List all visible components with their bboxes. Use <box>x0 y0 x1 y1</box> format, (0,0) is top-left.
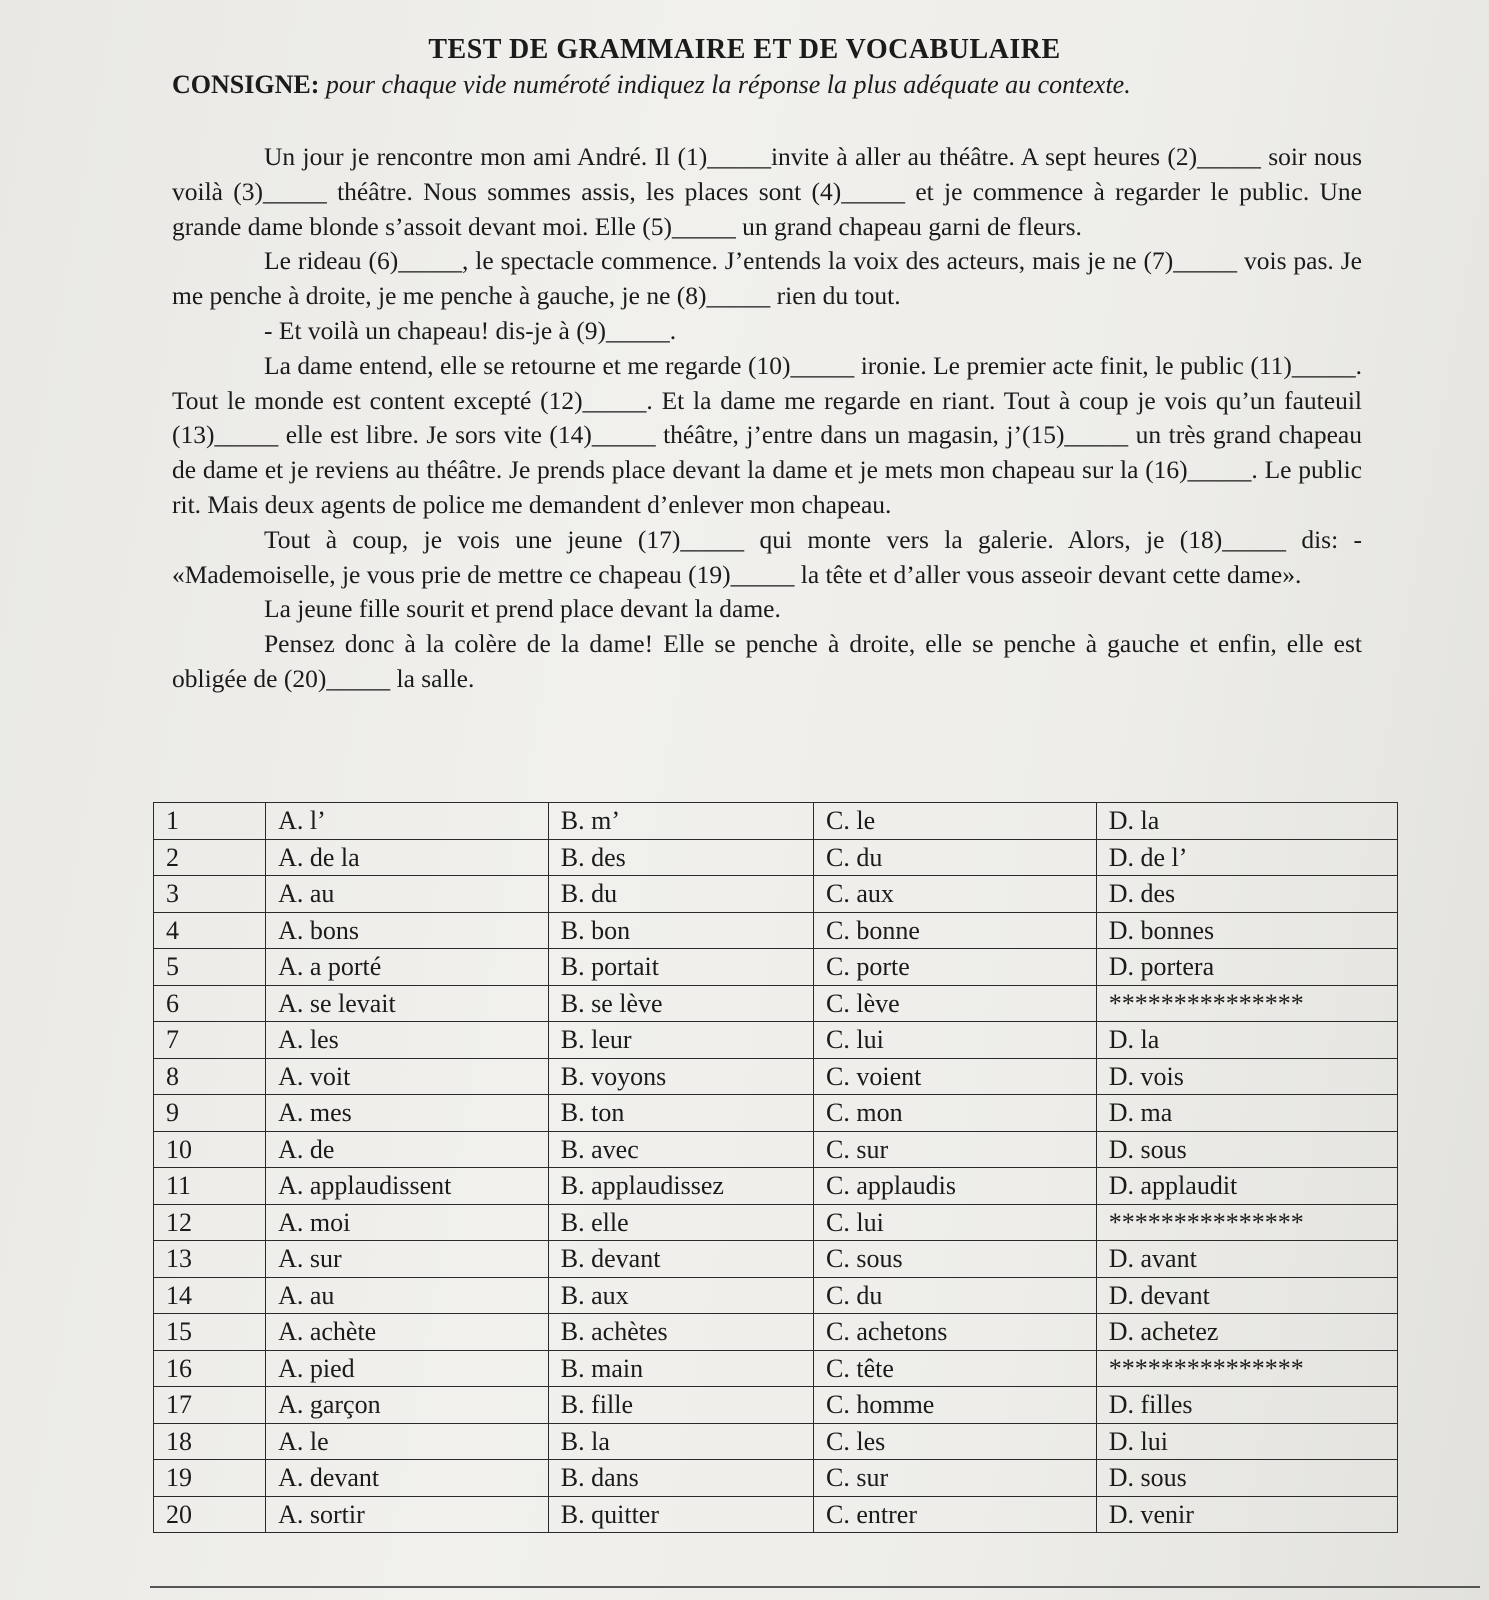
option-c-cell: C. voient <box>814 1058 1097 1095</box>
paragraph: Tout à coup, je vois une jeune (17)_____ qui monte vers la galerie. Alors, je (18)_____ dis: - «Mademoiselle, je vous prie de mettre ce chapeau (19)_____ la tête et d’aller vous asseoir devant cette dame». <box>172 524 1362 589</box>
option-c-cell: C. sur <box>814 1131 1097 1168</box>
option-b-cell: B. avec <box>548 1131 813 1168</box>
option-b-cell: B. applaudissez <box>548 1168 813 1205</box>
option-d-cell: D. la <box>1096 803 1397 840</box>
option-a-cell: A. pied <box>266 1350 549 1387</box>
option-c-cell: C. tête <box>814 1350 1097 1387</box>
option-b-cell: B. du <box>548 876 813 913</box>
option-d-cell: D. achetez <box>1096 1314 1397 1351</box>
table-row <box>154 876 1398 913</box>
option-b-cell: B. fille <box>548 1387 813 1424</box>
option-b-cell: B. se lève <box>548 985 813 1022</box>
paragraph: Pensez donc à la colère de la dame! Elle se penche à droite, elle se penche à gauche et enfin, elle est obligée de (20)_____ la salle. <box>172 629 1362 693</box>
option-c-cell: C. aux <box>814 876 1097 913</box>
option-b-cell: B. m’ <box>548 803 813 840</box>
item-number-cell: 15 <box>154 1314 266 1351</box>
option-c-cell: C. du <box>814 1277 1097 1314</box>
table-row <box>154 1095 1398 1132</box>
option-d-cell: *************** <box>1096 985 1397 1022</box>
option-d-cell: D. sous <box>1096 1131 1397 1168</box>
instruction-text: pour chaque vide numéroté indiquez la réponse la plus adéquate au contexte. <box>319 70 1131 99</box>
option-d-cell: D. venir <box>1096 1496 1397 1533</box>
item-number-cell: 2 <box>154 839 266 876</box>
option-a-cell: A. achète <box>266 1314 549 1351</box>
item-number-cell: 6 <box>154 985 266 1022</box>
option-b-cell: B. dans <box>548 1460 813 1497</box>
option-b-cell: B. achètes <box>548 1314 813 1351</box>
item-number-cell: 5 <box>154 949 266 986</box>
option-d-cell: D. vois <box>1096 1058 1397 1095</box>
option-a-cell: A. le <box>266 1423 549 1460</box>
option-d-cell: D. avant <box>1096 1241 1397 1278</box>
option-b-cell: B. devant <box>548 1241 813 1278</box>
option-b-cell: B. main <box>548 1350 813 1387</box>
option-c-cell: C. porte <box>814 949 1097 986</box>
instruction <box>172 70 1402 100</box>
item-number-cell: 9 <box>154 1095 266 1132</box>
option-b-cell: B. aux <box>548 1277 813 1314</box>
option-d-cell: D. sous <box>1096 1460 1397 1497</box>
option-b-cell: B. ton <box>548 1095 813 1132</box>
table-row <box>154 1423 1398 1460</box>
option-a-cell: A. au <box>266 876 549 913</box>
item-number-cell: 11 <box>154 1168 266 1205</box>
option-b-cell: B. elle <box>548 1204 813 1241</box>
option-d-cell: D. portera <box>1096 949 1397 986</box>
table-row <box>154 912 1398 949</box>
option-a-cell: A. de la <box>266 839 549 876</box>
option-c-cell: C. lève <box>814 985 1097 1022</box>
option-b-cell: B. bon <box>548 912 813 949</box>
table-row <box>154 803 1398 840</box>
option-b-cell: B. la <box>548 1423 813 1460</box>
item-number-cell: 18 <box>154 1423 266 1460</box>
item-number-cell: 14 <box>154 1277 266 1314</box>
option-d-cell: *************** <box>1096 1350 1397 1387</box>
option-d-cell: *************** <box>1096 1204 1397 1241</box>
item-number-cell: 4 <box>154 912 266 949</box>
instruction-label: CONSIGNE: <box>172 70 320 99</box>
item-number-cell: 3 <box>154 876 266 913</box>
table-row <box>154 1387 1398 1424</box>
option-d-cell: D. lui <box>1096 1423 1397 1460</box>
paragraph: - Et voilà un chapeau! dis-je à (9)_____. <box>264 315 677 345</box>
table-row <box>154 1277 1398 1314</box>
option-d-cell: D. de l’ <box>1096 839 1397 876</box>
option-d-cell: D. la <box>1096 1022 1397 1059</box>
answer-table <box>153 802 1398 1533</box>
divider-line <box>150 1586 1480 1588</box>
option-c-cell: C. applaudis <box>814 1168 1097 1205</box>
option-a-cell: A. sortir <box>266 1496 549 1533</box>
option-d-cell: D. applaudit <box>1096 1168 1397 1205</box>
option-b-cell: B. portait <box>548 949 813 986</box>
option-c-cell: C. les <box>814 1423 1097 1460</box>
table-row <box>154 1022 1398 1059</box>
option-c-cell: C. lui <box>814 1022 1097 1059</box>
item-number-cell: 1 <box>154 803 266 840</box>
option-a-cell: A. mes <box>266 1095 549 1132</box>
option-c-cell: C. homme <box>814 1387 1097 1424</box>
option-c-cell: C. bonne <box>814 912 1097 949</box>
item-number-cell: 17 <box>154 1387 266 1424</box>
item-number-cell: 16 <box>154 1350 266 1387</box>
table-row <box>154 985 1398 1022</box>
item-number-cell: 19 <box>154 1460 266 1497</box>
paragraph: La dame entend, elle se retourne et me regarde (10)_____ ironie. Le premier acte finit, le public (11)_____. Tout le monde est content excepté (12)_____. Et la dame me regarde en riant. Tout à coup je vois qu’un fauteuil (13)_____ elle est libre. Je sors vite (14)_____ théâtre, j’entre dans un magasin, j’(15)_____ un très grand chapeau de dame et je reviens au théâtre. Je prends place devant la dame et je mets mon chapeau sur la (16)_____. Le public rit. Mais deux agents de police me demandent d’enlever mon chapeau. <box>172 350 1362 519</box>
table-row <box>154 1350 1398 1387</box>
option-c-cell: C. achetons <box>814 1314 1097 1351</box>
item-number-cell: 8 <box>154 1058 266 1095</box>
table-row <box>154 1131 1398 1168</box>
option-a-cell: A. a porté <box>266 949 549 986</box>
table-row <box>154 1460 1398 1497</box>
item-number-cell: 10 <box>154 1131 266 1168</box>
option-c-cell: C. sous <box>814 1241 1097 1278</box>
option-a-cell: A. garçon <box>266 1387 549 1424</box>
table-row <box>154 839 1398 876</box>
option-a-cell: A. se levait <box>266 985 549 1022</box>
option-c-cell: C. mon <box>814 1095 1097 1132</box>
paragraph: La jeune fille sourit et prend place devant la dame. <box>264 594 781 624</box>
option-a-cell: A. devant <box>266 1460 549 1497</box>
option-d-cell: D. ma <box>1096 1095 1397 1132</box>
option-a-cell: A. les <box>266 1022 549 1059</box>
paragraph: Le rideau (6)_____, le spectacle commence. J’entends la voix des acteurs, mais je ne (7)_____ vois pas. Je me penche à droite, je me penche à gauche, je ne (8)_____ rien du tout. <box>172 246 1362 311</box>
option-a-cell: A. voit <box>266 1058 549 1095</box>
option-a-cell: A. moi <box>266 1204 549 1241</box>
option-d-cell: D. bonnes <box>1096 912 1397 949</box>
table-row <box>154 1496 1398 1533</box>
item-number-cell: 13 <box>154 1241 266 1278</box>
table-row <box>154 1314 1398 1351</box>
option-c-cell: C. entrer <box>814 1496 1097 1533</box>
option-b-cell: B. leur <box>548 1022 813 1059</box>
option-b-cell: B. voyons <box>548 1058 813 1095</box>
item-number-cell: 7 <box>154 1022 266 1059</box>
option-a-cell: A. bons <box>266 912 549 949</box>
option-c-cell: C. lui <box>814 1204 1097 1241</box>
paragraph: Un jour je rencontre mon ami André. Il (1)_____invite à aller au théâtre. A sept heures (2)_____ soir nous voilà (3)_____ théâtre. Nous sommes assis, les places sont (4)_____ et je commence à regarder le public. Une grande dame blonde s’assoit devant moi. Elle (5)_____ un grand chapeau garni de fleurs. <box>172 142 1362 241</box>
item-number-cell: 12 <box>154 1204 266 1241</box>
option-a-cell: A. sur <box>266 1241 549 1278</box>
table-row <box>154 1168 1398 1205</box>
option-a-cell: A. au <box>266 1277 549 1314</box>
table-row <box>154 1241 1398 1278</box>
table-row <box>154 1058 1398 1095</box>
option-a-cell: A. de <box>266 1131 549 1168</box>
option-c-cell: C. du <box>814 839 1097 876</box>
option-b-cell: B. des <box>548 839 813 876</box>
option-a-cell: A. applaudissent <box>266 1168 549 1205</box>
story-text <box>172 140 1362 697</box>
page-title: TEST DE GRAMMAIRE ET DE VOCABULAIRE <box>428 34 1061 65</box>
option-d-cell: D. devant <box>1096 1277 1397 1314</box>
table-row <box>154 1204 1398 1241</box>
option-b-cell: B. quitter <box>548 1496 813 1533</box>
table-row <box>154 949 1398 986</box>
option-d-cell: D. filles <box>1096 1387 1397 1424</box>
answer-table-body <box>154 803 1398 1533</box>
option-a-cell: A. l’ <box>266 803 549 840</box>
option-c-cell: C. le <box>814 803 1097 840</box>
item-number-cell: 20 <box>154 1496 266 1533</box>
option-d-cell: D. des <box>1096 876 1397 913</box>
option-c-cell: C. sur <box>814 1460 1097 1497</box>
